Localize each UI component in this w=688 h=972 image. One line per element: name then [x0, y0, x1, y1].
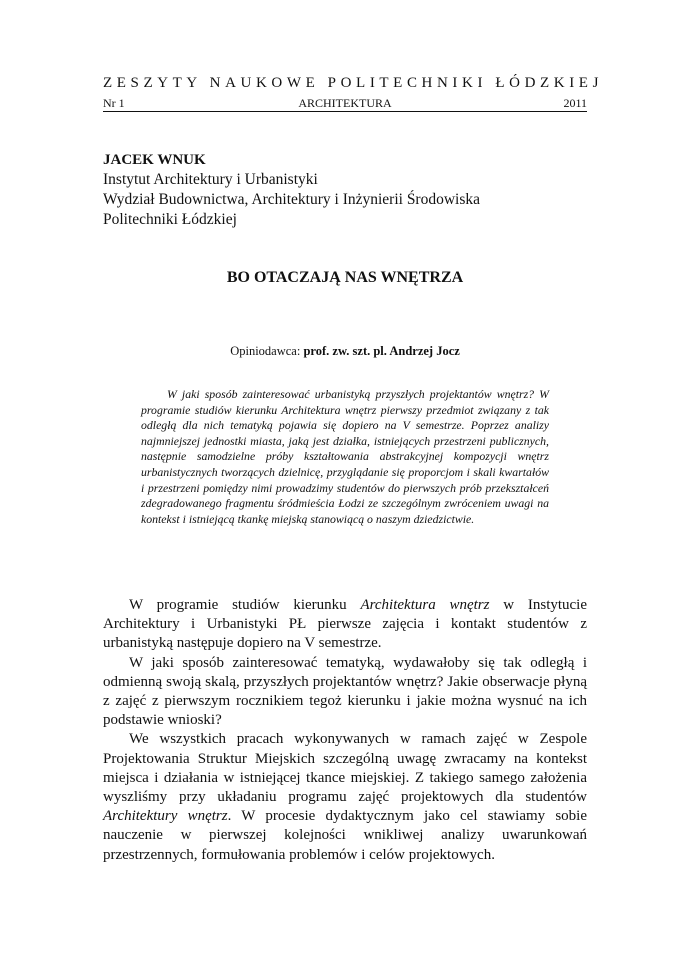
issue-number: Nr 1 [103, 96, 125, 110]
body-paragraph-3-part-b: . W procesie dydaktycznym jako cel stawiamy sobie nauczenie w pierwszej kolejności wnikliwej analizy uwarunkowań przestrzennych, formułowania problemów i celów projektowych. [103, 808, 587, 863]
author-affiliation-university: Politechniki Łódzkiej [103, 211, 237, 228]
article-title: BO OTACZAJĄ NAS WNĘTRZA [226, 269, 464, 286]
reviewer-label: Opiniodawca: [230, 344, 301, 358]
author-affiliation-faculty: Wydział Budownictwa, Architektury i Inżynierii Środowiska [103, 191, 481, 208]
body-paragraph-1-part-b: w Instytucie Architektury i Urbanistyki PŁ pierwsze zajęcia i kontakt studentów z urbanistyką następuje dopiero na V semestrze. [103, 597, 588, 652]
publication-year: 2011 [563, 96, 587, 110]
body-paragraph-3-emphasis: Architektury wnętrz [103, 808, 228, 825]
body-text [103, 596, 587, 865]
series-name: ARCHITEKTURA [298, 96, 392, 110]
body-paragraph-2: W jaki sposób zainteresować tematyką, wydawałoby się tak odległą i odmienną swoją skalą, przyszłych projektantów wnętrz? Jakie obserwacje płyną z zajęć z pierwszym rocznikiem tegoż kierunku i jakie można wysnuć na ich podstawie wnioski? [103, 654, 587, 729]
author-block [103, 150, 587, 230]
body-paragraph-3 [103, 730, 587, 864]
journal-title: ZESZYTY NAUKOWE POLITECHNIKI ŁÓDZKIEJ [103, 75, 604, 91]
reviewer-name: prof. zw. szt. pl. Andrzej Jocz [303, 344, 460, 358]
author-affiliation-institute: Instytut Architektury i Urbanistyki [103, 171, 318, 188]
body-paragraph-1-part-a: W programie studiów kierunku [129, 597, 361, 613]
reviewer-line [103, 343, 587, 359]
body-paragraph-3-part-a: We wszystkich pracach wykonywanych w ramach zajęć w Zespole Projektowania Struktur Miejskich szczególną uwagę zwracamy na kontekst miejsca i działania w istniejącej tkance miejskiej. Z takiego samego założenia wyszliśmy przy układaniu programu zajęć projektowych dla studentów [103, 731, 587, 806]
author-name: JACEK WNUK [103, 152, 206, 168]
issue-meta-row [103, 96, 587, 112]
body-paragraph-1-emphasis: Architektura wnętrz [360, 597, 490, 613]
abstract: W jaki sposób zainteresować urbanistyką przyszłych projektantów wnętrz? W programie studiów kierunku Architektura wnętrz pierwszy przedmiot związany z tak odległą dla nich tematyką pojawia się dopiero na V semestrze. Poprzez analizy najmniejszej jednostki miasta, jaką jest działka, istniejących przestrzeni publicznych, następnie samodzielne próby kształtowania abstrakcyjnej kompozycji wnętrz urbanistycznych tworzących dzielnicę, przyglądanie się proporcjom i skali kwartałów i przestrzeni pomiędzy nimi prowadzimy studentów do pierwszych prób przekształceń zdegradowanego fragmentu śródmieścia Łodzi ze szczególnym zwróceniem uwagi na kontekst i istniejącą tkankę miejską stanowiącą o naszym dziedzictwie. [141, 387, 549, 526]
body-paragraph-1 [103, 596, 587, 654]
